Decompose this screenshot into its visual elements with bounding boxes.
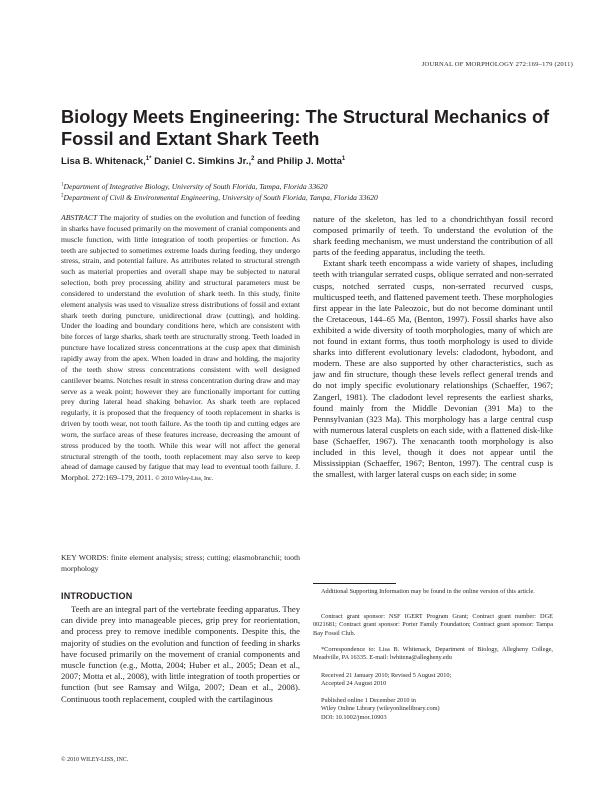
author-sup: 1 xyxy=(341,156,346,162)
author-sup: 2 xyxy=(251,156,255,162)
author-name: Daniel C. Simkins Jr., xyxy=(151,156,252,168)
footnote-supporting: Additional Supporting Information may be found in the online version of this article. xyxy=(321,588,535,595)
article-title: Biology Meets Engineering: The Structural Mechanics of Fossil and Extant Shark Teeth xyxy=(61,107,550,149)
abstract-copyright: © 2010 Wiley-Liss, Inc. xyxy=(155,476,214,483)
journal-running-head: JOURNAL OF MORPHOLOGY 272:169–179 (2011) xyxy=(421,61,573,68)
introduction-text xyxy=(61,604,300,705)
footnote-correspondence: *Correspondence to: Lisa B. Whitenack, Department of Biology, Allegheny College, Meadville, PA 16335. E-mail: lwhitena@allegheny.edu xyxy=(313,646,553,662)
affiliation-sup: 2 xyxy=(61,193,64,199)
abstract-label: ABSTRACT xyxy=(61,213,98,222)
abstract xyxy=(61,213,300,485)
footer-copyright: © 2010 WILEY-LISS, INC. xyxy=(61,757,129,763)
footnote-received: Received 21 January 2010; Revised 5 August 2010; Accepted 24 August 2010 xyxy=(321,672,452,688)
author-name: and Philip J. Motta xyxy=(254,156,342,168)
affiliation-2 xyxy=(61,193,378,202)
doi-text: DOI: 10.1002/jmor.10903 xyxy=(321,713,387,721)
author-sup: 1* xyxy=(145,156,152,162)
affiliation-1 xyxy=(61,182,328,191)
affiliation-text: Department of Integrative Biology, University of South Florida, Tampa, Florida 33620 xyxy=(63,182,328,191)
author-list xyxy=(61,156,345,167)
abstract-body: The majority of studies on the evolution and function of feeding in sharks have focused primarily on the movement of cranial components and muscle function, with little integration of tooth properties or function. As teeth are subjected to sometimes extreme loads during feeding, they undergo stress, strain, and potential failure. As attributes related to structural strength such as material properties and overall shape may be subjected to natural selection, both prey processing ability and structural parameters must be considered to understand the evolution of shark teeth. In this study, finite element analysis was used to visualize stress distributions of fossil and extant shark teeth during puncture, unidirectional draw (cutting), and holding. Under the loading and boundary conditions here, which are consistent with bite forces of large sharks, shark teeth are structurally strong. Teeth loaded in puncture have localized stress concentrations at the cusp apex that diminish rapidly away from the apex. When loaded in draw and holding, the majority of the teeth show stress concentrations consistent with well designed cantilever beams. Notches result in stress concentration during draw and may serve as a weak point; however they are functionally important for cutting prey during lateral head shaking behavior. As shark teeth are replaced regularly, it is proposed that the frequency of tooth replacement in sharks is driven by tooth wear, not tooth failure. As the tooth tip and cutting edges are worn, the surface areas of these features increase, decreasing the amount of stress produced by the tooth. While this wear will not affect the general structural strength of the tooth, tooth replacement may also serve to keep ahead of damage caused by fatigue that may lead to eventual tooth failure. J. Morphol. 272:169–179, 2011. xyxy=(61,213,300,483)
paragraph: nature of the skeleton, has led to a chondrichthyan fossil record composed primarily of teeth. To understand the evolution of the shark feeding mechanism, we must understand the contribution of all parts of the feeding apparatus, including the teeth. xyxy=(313,214,553,258)
section-heading-introduction: INTRODUCTION xyxy=(61,591,133,601)
paragraph: Teeth are an integral part of the vertebrate feeding apparatus. They can divide prey into manageable pieces, grip prey for reorientation, and process prey to remove inedible components. Despite this, the majority of studies on the evolution and function of feeding in sharks have focused primarily on the movement of cranial components and muscle function (e.g., Motta, 2004; Huber et al., 2005; Dean et al., 2007; Motta et al., 2008), with little integration of tooth properties or function (but see Ramsay and Wilga, 2007; Dean et al., 2008). Continuous tooth replacement, coupled with the cartilaginous xyxy=(61,604,301,704)
footnote-publication: Published online 1 December 2010 in Wiley Online Library (wileyonlinelibrary.com) DOI: 10.1002/jmor.10903 xyxy=(313,697,553,722)
author-name: Lisa B. Whitenack, xyxy=(61,156,146,168)
affiliation-sup: 1 xyxy=(61,182,64,188)
keywords: KEY WORDS: finite element analysis; stress; cutting; elasmobranchii; tooth morphology xyxy=(61,553,300,573)
affiliation-text: Department of Civil & Environmental Engineering, University of South Florida, Tampa, Florida 33620 xyxy=(63,193,378,202)
right-column-text xyxy=(313,214,553,480)
paragraph: Extant shark teeth encompass a wide variety of shapes, including teeth with triangular serrated cusps, oblique serrated and non-serrated cusps, notched serrated cusps, non-serrated recurved cusps, multicusped teeth, and flattened pavement teeth. These morphologies first appear in the late Paleozoic, but do not become dominant until the Cretaceous, 144–65 Ma, (Benton, 1997). Fossil sharks have also exhibited a wide diversity of tooth morphologies, many of which are not found in extant forms, thus tooth morphology is used to divide sharks into different evolutionary levels: cladodont, hybodont, and modern. These are also supported by other characteristics, such as jaw and fin structure, though these levels reflect general trends and do not imply specific evolutionary relationships (Schaeffer, 1967; Zangerl, 1981). The cladodont level represents the earliest sharks, found mainly from the Middle Devonian (391 Ma) to the Pennsylvanian (323 Ma). This morphology has a large central cusp with numerous lateral cusplets on each side, with a flattened disk-like base (Schaeffer, 1967). The xenacanth tooth morphology is also included in this level, though it does not appear until the Mississippian (Schaeffer, 1967; Benton, 1997). The central cusp is the smallest, with larger lateral cusps on each side; in some xyxy=(313,258,553,480)
footnote-divider xyxy=(313,583,396,584)
footnote-grants: Contract grant sponsor: NSF IGERT Program Grant; Contract grant number: DGE 0021681; Contract grant sponsor: Porter Family Foundation; Contract grant sponsor: Tampa Bay Fossil Club. xyxy=(313,613,553,637)
